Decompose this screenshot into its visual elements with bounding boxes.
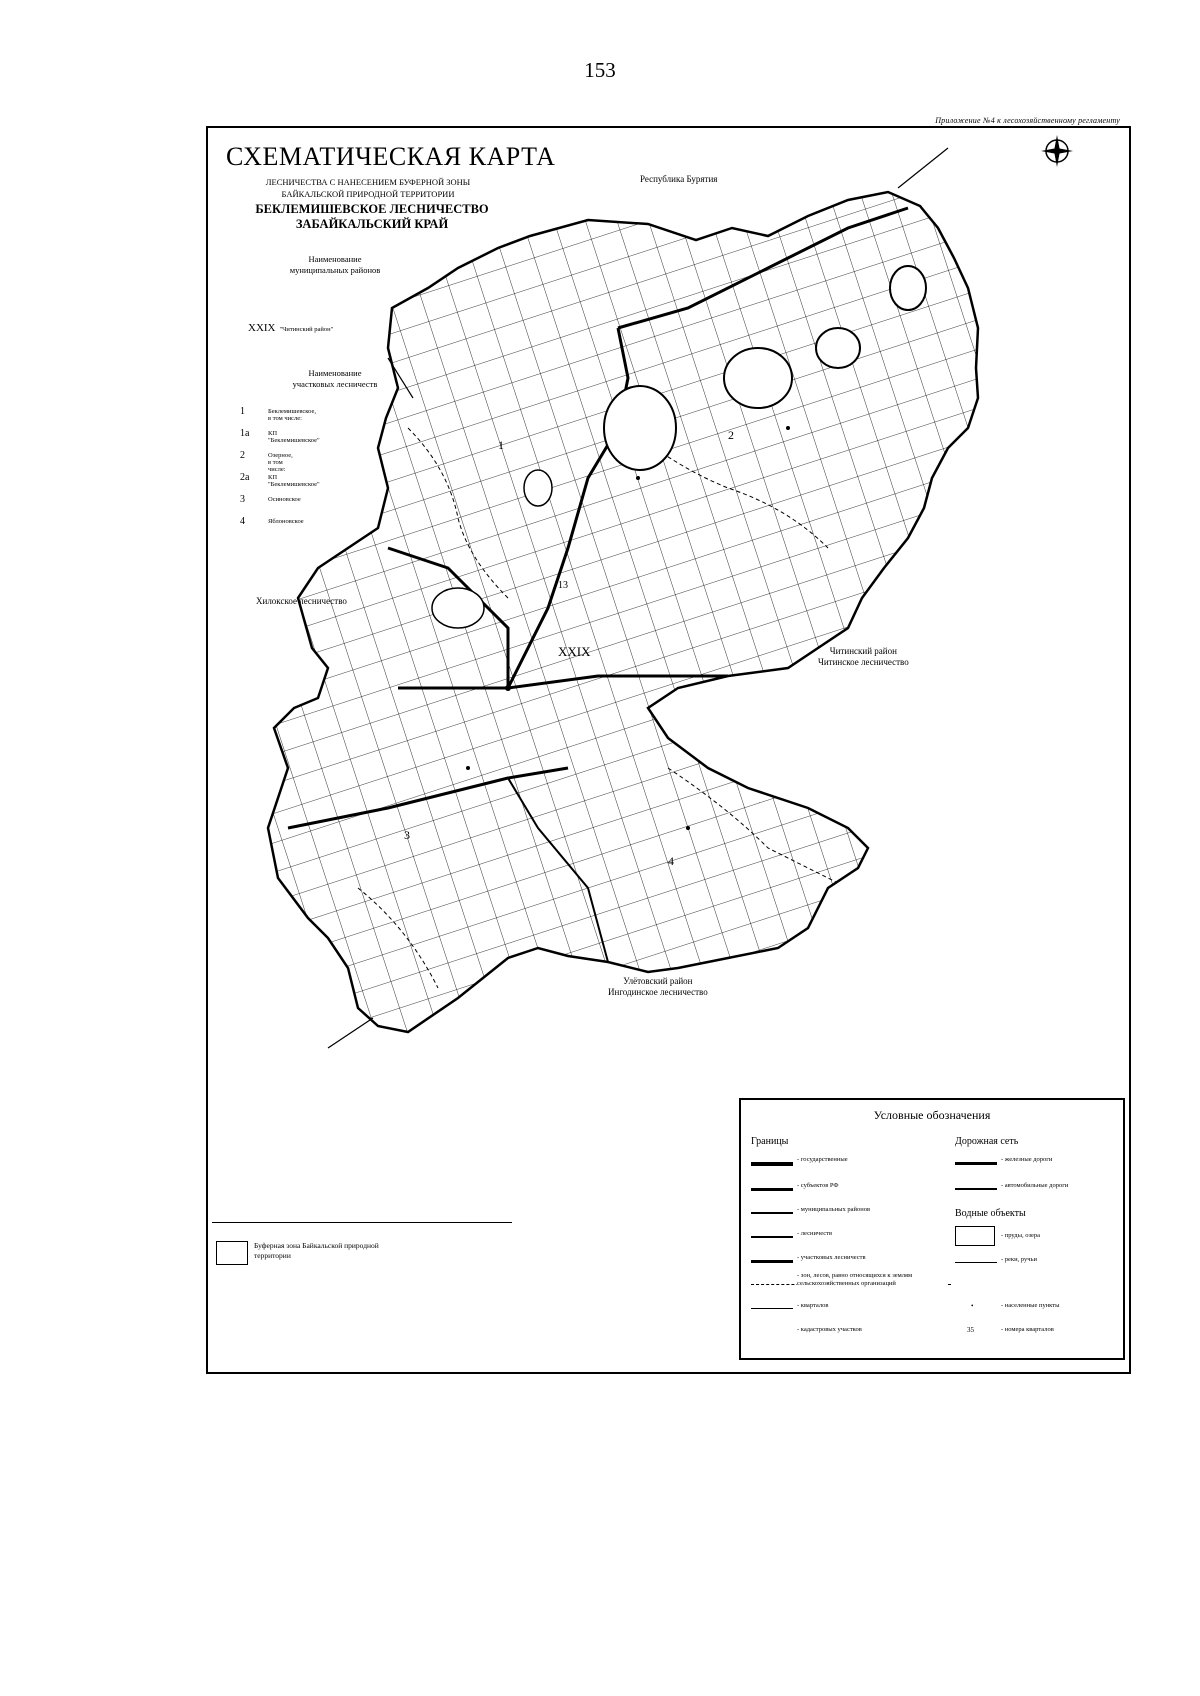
legend-roads-heading: Дорожная сеть xyxy=(955,1136,1019,1147)
neighbor-east: Читинский район Читинское лесничество xyxy=(818,646,909,667)
section-number: 1 xyxy=(498,438,504,452)
map-frame: СХЕМАТИЧЕСКАЯ КАРТА ЛЕСНИЧЕСТВА С НАНЕСЕНИЕМ БУФЕРНОЙ ЗОНЫ БАЙКАЛЬСКОЙ ПРИРОДНОЙ ТЕРРИТОРИИ БЕКЛЕМИШЕВСКОЕ ЛЕСНИЧЕСТВО ЗАБАЙКАЛЬСКИЙ КРАЙ Наименование муниципальных районов XXIX "Читинский район" Наименование участковых лесничеств 1 Беклемишевское, в том числе: 1а КП "Беклемишевское" 2 Озерное, в том числе: 2а КП "Беклемишевское" 3 Осиновское 4 Яблоновское Республика Бурятия Хилокское лесничество Читинский район Читинское лесничество Улётовский район Ингодинское лесничество ХХIХ 1 2 3 4 13 Условные обозначения Границы - государственные - субъектов РФ - муниципальных районов - лесничеств - участковых лесничеств - зон, лесов, равно относящихся к землям сельскохозяйственных организаций - кварталов - кадастровых участков Дорожная сеть - железные дороги - автомобильные дороги Водные объекты - пруды, озера - реки, ручьи • - населенные пункты 35 - номера кварталов Буферная зона Байкальской природной территории xyxy=(206,126,1131,1374)
legend-row: - автомобильные дороги xyxy=(955,1182,1123,1196)
territory xyxy=(268,192,978,1032)
legend-row: - реки, ручьи xyxy=(955,1256,1123,1270)
legend-row: - кварталов xyxy=(751,1302,941,1316)
legend-row: - зон, лесов, равно относящихся к землям сельскохозяйственных организаций xyxy=(751,1278,941,1292)
legend-row: - участковых лесничеств xyxy=(751,1254,941,1268)
legend-row: - железные дороги xyxy=(955,1156,1123,1170)
legend-water-heading: Водные объекты xyxy=(955,1208,1026,1219)
district-entry: XXIX "Читинский район" xyxy=(248,322,334,334)
buffer-zone-swatch xyxy=(216,1241,248,1265)
buffer-zone-legend xyxy=(212,1222,512,1273)
buffer-zone-label: Буферная зона Байкальской природной территории xyxy=(254,1241,379,1260)
neighbor-north: Республика Бурятия xyxy=(640,174,718,184)
map-title: СХЕМАТИЧЕСКАЯ КАРТА xyxy=(226,142,556,171)
map-subtitle: ЛЕСНИЧЕСТВА С НАНЕСЕНИЕМ БУФЕРНОЙ ЗОНЫ БАЙКАЛЬСКОЙ ПРИРОДНОЙ ТЕРРИТОРИИ xyxy=(265,177,471,199)
neighbor-west: Хилокское лесничество xyxy=(256,596,347,606)
legend-row: • - населенные пункты xyxy=(971,1302,1060,1310)
page-number: 153 xyxy=(584,58,616,82)
forest-districts-heading: Наименование участковых лесничеств xyxy=(292,368,378,389)
legend-row: - муниципальных районов xyxy=(751,1206,941,1220)
section-number: 3 xyxy=(404,828,410,842)
appendix-note: Приложение №4 к лесохозяйственному регламенту xyxy=(935,116,1120,125)
north-arrow-icon xyxy=(1040,134,1074,173)
section-number: 4 xyxy=(668,854,674,868)
legend-boundaries-heading: Границы xyxy=(751,1136,789,1147)
legend-row: - пруды, озера xyxy=(955,1226,1123,1246)
legend-row: - субъектов РФ xyxy=(751,1182,941,1196)
district-map-label: ХХIХ xyxy=(558,644,591,659)
section-number: 2 xyxy=(728,428,734,442)
legend-title: Условные обозначения xyxy=(873,1108,991,1122)
legend-row: - кадастровых участков xyxy=(797,1326,862,1333)
districts-heading: Наименование муниципальных районов xyxy=(289,254,381,275)
legend-row: - государственные xyxy=(751,1156,941,1170)
map-legend xyxy=(739,1098,1125,1360)
neighbor-south: Улётовский район Ингодинское лесничество xyxy=(608,976,708,997)
section-number: 13 xyxy=(558,580,568,591)
map-forestry-name: БЕКЛЕМИШЕВСКОЕ ЛЕСНИЧЕСТВО ЗАБАЙКАЛЬСКИЙ КРАЙ xyxy=(255,202,489,231)
legend-row: - лесничеств xyxy=(751,1230,941,1244)
legend-row: 35 - номера кварталов xyxy=(967,1326,1054,1334)
